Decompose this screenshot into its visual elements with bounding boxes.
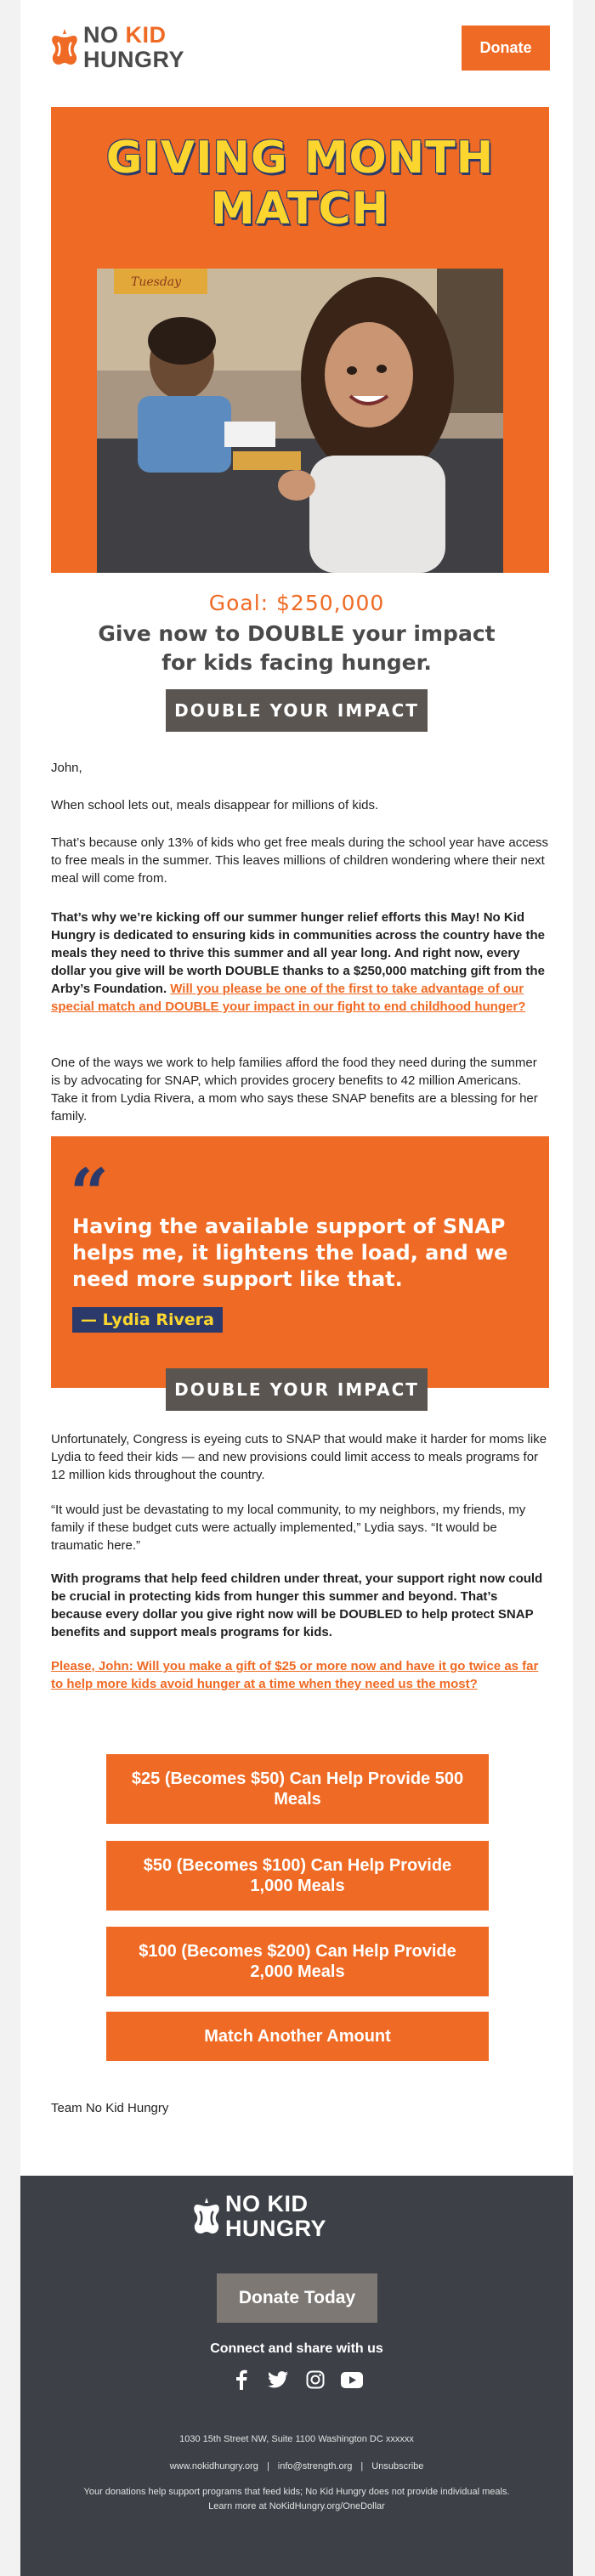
footer-disclaimer bbox=[20, 2485, 573, 2514]
hero-banner[interactable] bbox=[51, 107, 549, 573]
hero-title-line1: GIVING MONTH bbox=[105, 133, 495, 184]
apple-core-icon bbox=[51, 27, 78, 68]
logo-word-no: NO bbox=[83, 22, 119, 48]
greeting: John, bbox=[51, 761, 82, 775]
amount-button-100[interactable]: $100 (Becomes $200) Can Help Provide 2,000 Meals bbox=[106, 1927, 489, 1996]
signoff: Team No Kid Hungry bbox=[51, 2101, 169, 2115]
match-link[interactable]: Will you please be one of the first to take advantage of our special match and DOUBLE your impact in our fight to end childhood hunger? bbox=[51, 982, 526, 1014]
website-link[interactable]: www.nokidhungry.org bbox=[169, 2461, 258, 2471]
sign-text: Tuesday bbox=[131, 275, 182, 289]
email-link[interactable]: info@strength.org bbox=[277, 2461, 353, 2471]
paragraph-5: Unfortunately, Congress is eyeing cuts to SNAP that would make it harder for moms like Lydia to feed their kids — and new provisions could limit access to meals programs for 12 million kids throughout the country. bbox=[51, 1432, 547, 1482]
email-body bbox=[20, 0, 573, 2576]
footer-logo[interactable] bbox=[193, 2193, 326, 2240]
paragraph-1: When school lets out, meals disappear for millions of kids. bbox=[51, 798, 379, 812]
subhead-part-b: DOUBLE bbox=[247, 621, 345, 646]
footer-links bbox=[20, 2461, 573, 2471]
twitter-icon[interactable] bbox=[265, 2367, 291, 2392]
photo-illustration bbox=[97, 269, 503, 573]
goal-label: Goal: $250,000 bbox=[208, 591, 385, 615]
quote-mark-icon: “ bbox=[70, 1153, 110, 1233]
disclaimer-line2[interactable]: Learn more at NoKidHungry.org/OneDollar bbox=[208, 2501, 385, 2511]
paragraph-8 bbox=[51, 1657, 549, 1693]
double-impact-button-2[interactable]: DOUBLE YOUR IMPACT bbox=[166, 1368, 428, 1411]
link-separator: | bbox=[266, 2461, 269, 2471]
footer-logo-word-kid: KID bbox=[267, 2191, 309, 2216]
goal-subhead bbox=[20, 620, 573, 677]
subhead-part-a: Give now to bbox=[98, 621, 248, 646]
email-header bbox=[20, 0, 573, 95]
subhead-line2: for kids facing hunger. bbox=[162, 650, 432, 675]
paragraph-2: That’s because only 13% of kids who get free meals during the school year have access to free meals in the summer. This leaves millions of children wondering where their next meal will come from. bbox=[51, 835, 549, 886]
hero-title-line2: MATCH bbox=[210, 184, 390, 235]
subhead-part-c: your impact bbox=[344, 621, 496, 646]
apple-core-icon bbox=[193, 2196, 220, 2237]
amount-button-25[interactable]: $25 (Becomes $50) Can Help Provide 500 Meals bbox=[106, 1754, 489, 1824]
gift-link[interactable]: Please, John: Will you make a gift of $25 or more now and have it go twice as far to help more kids avoid hunger at a time when they need us the most? bbox=[51, 1659, 539, 1691]
disclaimer-line1: Your donations help support programs that feed kids; No Kid Hungry does not provide individual meals. bbox=[83, 2487, 510, 2497]
footer-logo-wordmark bbox=[225, 2193, 326, 2240]
donate-button[interactable]: Donate bbox=[462, 25, 550, 71]
instagram-icon[interactable] bbox=[303, 2367, 328, 2392]
mailing-address: 1030 15th Street NW, Suite 1100 Washington DC xxxxxx bbox=[179, 2434, 414, 2444]
logo-word-hungry: HUNGRY bbox=[83, 47, 185, 72]
paragraph-4: One of the ways we work to help families afford the food they need during the summer is by advocating for SNAP, which provides grocery benefits to 42 million Americans. Take it from Lydia Rivera, a mom who says these SNAP benefits are a blessing for her family. bbox=[51, 1056, 538, 1124]
quote-attribution: — Lydia Rivera bbox=[72, 1307, 223, 1333]
unsubscribe-link[interactable]: Unsubscribe bbox=[371, 2461, 424, 2471]
facebook-icon[interactable] bbox=[229, 2367, 254, 2392]
amount-button-50[interactable]: $50 (Becomes $100) Can Help Provide 1,000 Meals bbox=[106, 1841, 489, 1911]
donate-today-button[interactable]: Donate Today bbox=[217, 2273, 377, 2323]
paragraph-6: “It would just be devastating to my local community, to my neighbors, my friends, my family if these budget cuts were actually implemented,” Lydia says. “It would be traumatic here.” bbox=[51, 1503, 526, 1553]
logo-word-kid: KID bbox=[125, 22, 167, 48]
double-impact-button[interactable]: DOUBLE YOUR IMPACT bbox=[166, 689, 428, 732]
paragraph-3-bold: That’s why we’re kicking off our summer hunger relief efforts this May! No Kid Hungry is dedicated to ensuring kids in communities across the country have the meals they need to thrive this summer and all year long. And right now, every dollar you give will be worth DOUBLE thanks to a $250,000 matching gift from the Arby’s Foundation. bbox=[51, 910, 545, 996]
paragraph-7-bold: With programs that help feed children under threat, your support right now could be crucial in protecting kids from hunger this summer and beyond. That’s because every dollar you give right now will be DOUBLED to help protect SNAP benefits and support meals programs for kids. bbox=[51, 1571, 543, 1639]
logo-wordmark bbox=[83, 24, 184, 71]
match-another-amount-button[interactable]: Match Another Amount bbox=[106, 2012, 489, 2061]
link-separator: | bbox=[360, 2461, 364, 2471]
quote-text: Having the available support of SNAP helps me, it lightens the load, and we need more support like that. bbox=[72, 1214, 508, 1291]
youtube-icon[interactable] bbox=[339, 2367, 365, 2392]
brand-logo[interactable] bbox=[51, 24, 184, 71]
paragraph-7 bbox=[51, 1570, 549, 1641]
paragraph-3 bbox=[51, 909, 549, 1016]
social-links bbox=[229, 2367, 365, 2392]
footer-logo-word-no: NO bbox=[225, 2191, 261, 2216]
connect-label: Connect and share with us bbox=[210, 2341, 383, 2356]
hero-title bbox=[51, 133, 549, 235]
kids-eating-photo bbox=[97, 269, 503, 573]
footer-logo-word-hungry: HUNGRY bbox=[225, 2216, 327, 2241]
